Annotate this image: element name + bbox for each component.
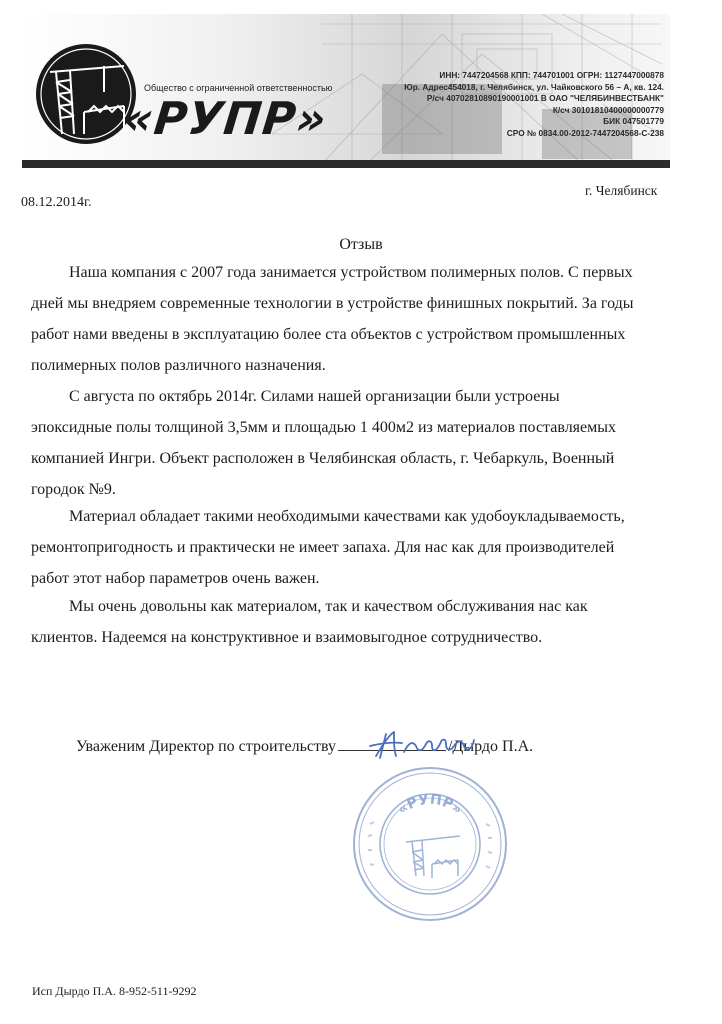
requisite-line: Юр. Адрес454018, г. Челябинск, ул. Чайковского 56 – А, кв. 124. <box>404 81 664 92</box>
paragraph-4 <box>31 591 667 653</box>
stamp-brand-text: «РУПР» <box>394 791 466 819</box>
text-line: Наша компания с 2007 года занимается устройством полимерных полов. С первых <box>69 264 633 281</box>
text-line: клиентов. Надеемся на конструктивное и взаимовыгодное сотрудничество. <box>31 629 543 646</box>
requisite-line: Р/сч 40702810890190001001 В ОАО "ЧЕЛЯБИНВЕСТБАНК" <box>426 93 664 104</box>
paragraph-2 <box>31 381 667 505</box>
company-requisites <box>404 70 664 140</box>
requisite-line: БИК 047501779 <box>603 116 664 127</box>
text-line: городок №9. <box>31 481 116 498</box>
requisite-line: ИНН: 7447204568 КПП: 744701001 ОГРН: 1127447000878 <box>439 70 664 80</box>
signature-name: /Дырдо П.А. <box>447 738 534 755</box>
requisite-line: К/сч 30101810400000000779 <box>552 104 664 115</box>
text-line: работ нами введены в эксплуатацию более ста объектов с устройством промышленных <box>31 326 626 343</box>
text-line: эпоксидные полы толщиной 3,5мм и площадью 1 400м2 из материалов поставляемых <box>31 419 617 436</box>
text-line: Материал обладает такими необходимыми качествами как удобоукладываемость, <box>69 508 625 525</box>
company-legal-form: Общество с ограниченной ответственностью <box>144 83 333 93</box>
paragraph-3 <box>31 501 667 594</box>
text-line: дней мы внедряем современные технологии в устройстве финишных покрытий. За годы <box>31 295 634 312</box>
text-line: ремонтопригодность и практически не имеет запаха. Для нас как для производителей <box>31 539 615 556</box>
requisite-line: СРО № 0834.00-2012-7447204568-С-238 <box>506 127 664 138</box>
paragraph-1 <box>31 257 667 381</box>
letterhead-bottom-bar <box>22 160 670 168</box>
svg-text:«РУПР» <box>395 792 465 818</box>
signature-prefix: Уваженим Директор по строительству <box>76 738 336 755</box>
company-brand-name: «РУПР» <box>121 92 330 145</box>
letterhead <box>22 14 670 168</box>
executor-contact: Исп Дырдо П.А. 8-952-511-9292 <box>32 984 197 998</box>
text-line: работ этот набор параметров очень важен. <box>31 570 320 587</box>
text-line: компанией Ингри. Объект расположен в Челябинская область, г. Чебаркуль, Военный <box>31 450 615 467</box>
handwritten-signature <box>368 726 488 762</box>
text-line: полимерных полов различного назначения. <box>31 357 326 374</box>
text-line: Мы очень довольны как материалом, так и качеством обслуживания нас как <box>69 598 588 615</box>
letter-date: 08.12.2014г. <box>21 195 92 210</box>
document-title: Отзыв <box>339 236 383 253</box>
text-line: С августа по октябрь 2014г. Силами нашей организации были устроены <box>69 388 560 405</box>
letter-city: г. Челябинск <box>585 183 658 198</box>
company-stamp <box>350 764 510 924</box>
